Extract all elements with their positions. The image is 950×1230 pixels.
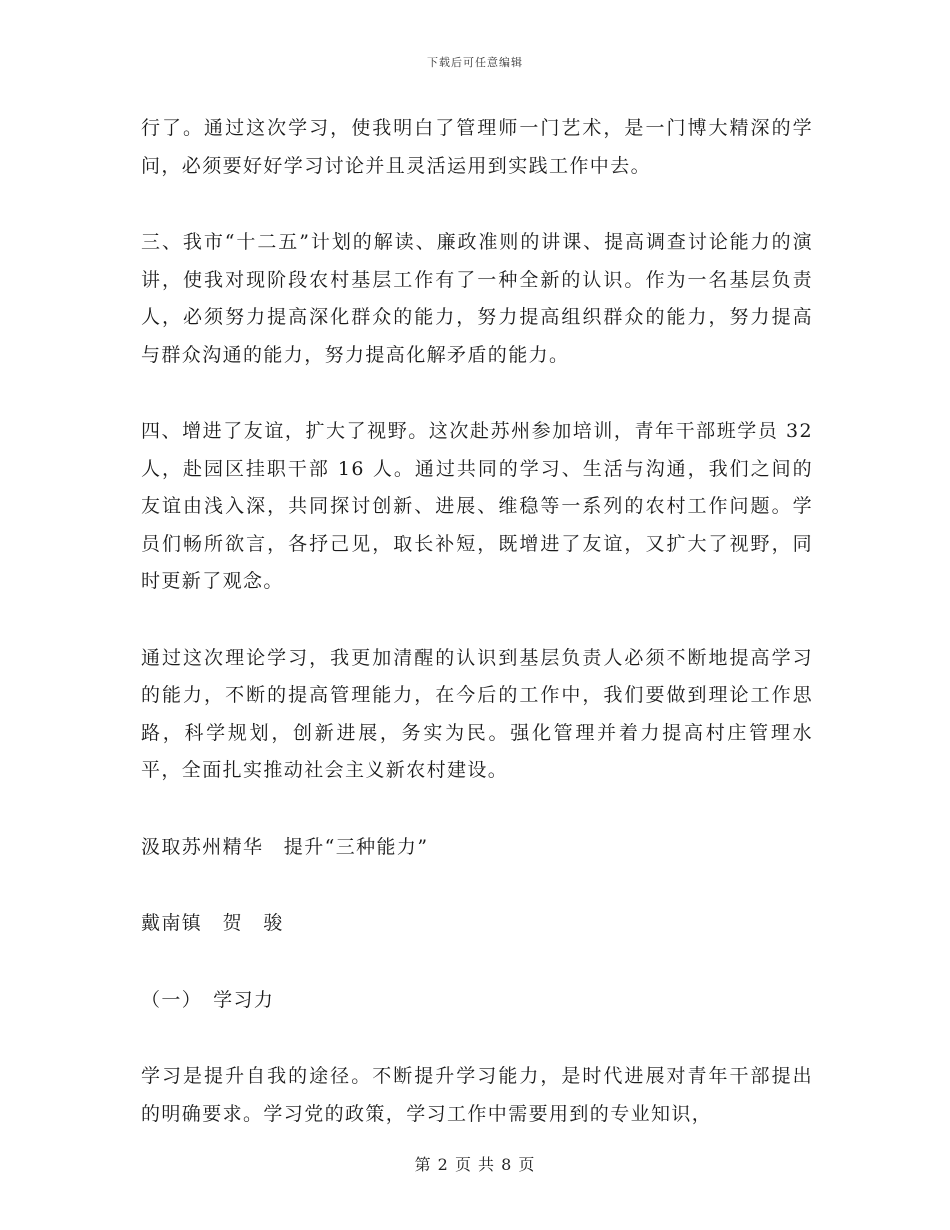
- paragraph-5: 学习是提升自我的途径。不断提升学习能力，是时代进展对青年干部提出的明确要求。学习党的政策，学习工作中需要用到的专业知识，: [141, 1065, 813, 1125]
- author-line: 戴南镇 贺 骏: [141, 912, 284, 934]
- article-title: 汲取苏州精华 提升“三种能力”: [141, 835, 429, 858]
- paragraph-4: 通过这次理论学习，我更加清醒的认识到基层负责人必须不断地提高学习的能力，不断的提高管理能力，在今后的工作中，我们要做到理论工作思路，科学规划，创新进展，务实为民。强化管理并着力提高村庄管理水平，全面扎实推动社会主义新农村建设。: [141, 646, 813, 781]
- page-header: 下载后可任意编辑: [427, 56, 523, 69]
- paragraph-1: 行了。通过这次学习，使我明白了管理师一门艺术，是一门博大精深的学问，必须要好好学习讨论并且灵活运用到实践工作中去。: [141, 117, 813, 177]
- paragraph-2: 三、我市“十二五”计划的解读、廉政准则的讲课、提高调查讨论能力的演讲，使我对现阶段农村基层工作有了一种全新的认识。作为一名基层负责人，必须努力提高深化群众的能力，努力提高组织群众的能力，努力提高与群众沟通的能力，努力提高化解矛盾的能力。: [141, 231, 813, 366]
- paragraph-3: 四、增进了友谊，扩大了视野。这次赴苏州参加培训，青年干部班学员 32 人，赴园区挂职干部 16 人。通过共同的学习、生活与沟通，我们之间的友谊由浅入深，共同探讨创新、进展、维稳等一系列的农村工作问题。学员们畅所欲言，各抒己见，取长补短，既增进了友谊，又扩大了视野，同时更新了观念。: [141, 420, 813, 592]
- section-heading: （一） 学习力: [141, 988, 275, 1011]
- page-footer: 第 2 页 共 8 页: [414, 1155, 536, 1174]
- document-body: [141, 110, 813, 1133]
